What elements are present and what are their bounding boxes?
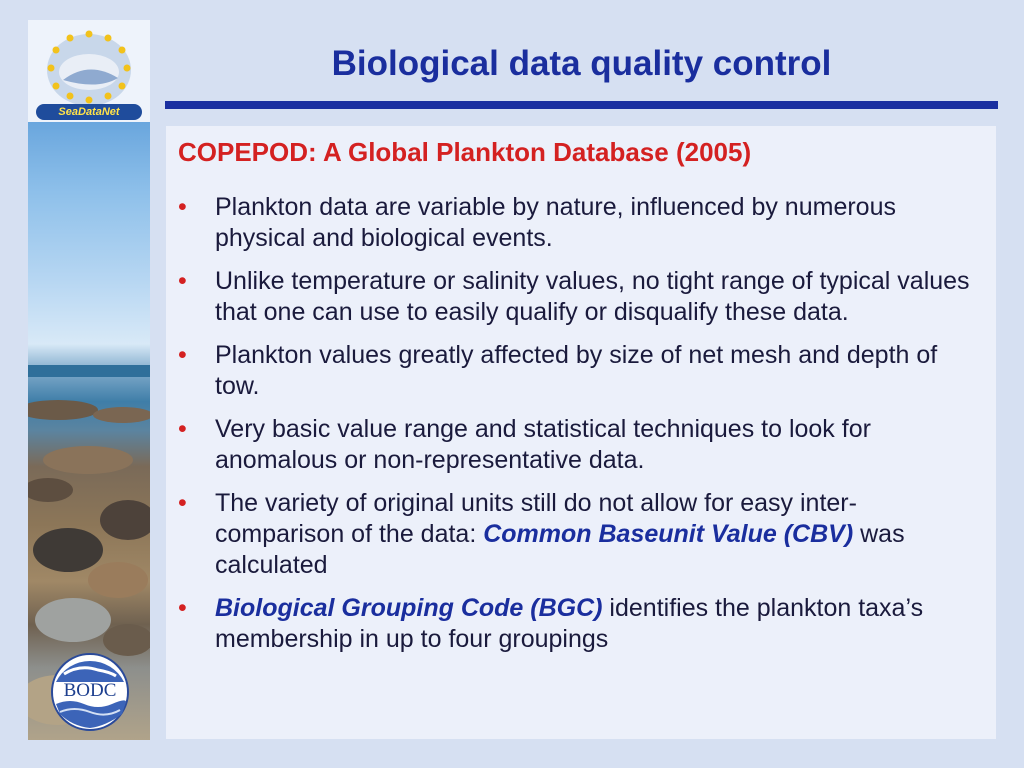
list-item bbox=[178, 593, 978, 655]
slide-title: Biological data quality control bbox=[331, 44, 832, 83]
list-item bbox=[178, 414, 978, 476]
side-image-strip bbox=[28, 20, 150, 740]
bullet-text: The variety of original units still do not allow for easy inter-comparison of the data: bbox=[215, 489, 857, 548]
list-item bbox=[178, 340, 978, 402]
list-item bbox=[178, 192, 978, 254]
bullet-icon: • bbox=[178, 594, 187, 622]
bullet-text: identifies the plankton taxa’s membership in up to four groupings bbox=[215, 594, 924, 653]
seadatanet-logo-text: SeaDataNet bbox=[36, 104, 142, 120]
bullet-text: Very basic value range and statistical techniques to look for anomalous or non-representative data. bbox=[215, 415, 871, 474]
seadatanet-logo bbox=[28, 20, 150, 122]
bullet-icon: • bbox=[178, 267, 187, 295]
list-item bbox=[178, 488, 978, 581]
bullet-text: Unlike temperature or salinity values, no tight range of typical values that one can use to easily qualify or disqualify these data. bbox=[215, 267, 970, 326]
bullet-icon: • bbox=[178, 341, 187, 369]
bullet-icon: • bbox=[178, 193, 187, 221]
bodc-logo bbox=[50, 652, 130, 732]
bullet-emphasis: Common Baseunit Value (CBV) bbox=[483, 520, 854, 548]
bullet-text: Plankton values greatly affected by size of net mesh and depth of tow. bbox=[215, 341, 938, 400]
section-subtitle: COPEPOD: A Global Plankton Database (2005) bbox=[178, 137, 752, 167]
bullet-text: Plankton data are variable by nature, influenced by numerous physical and biological events. bbox=[215, 193, 896, 252]
bullet-icon: • bbox=[178, 415, 187, 443]
coastline-rocks-image bbox=[28, 20, 150, 740]
bullet-icon: • bbox=[178, 489, 187, 517]
bodc-logo-text: BODC bbox=[63, 680, 117, 701]
bullet-emphasis: Biological Grouping Code (BGC) bbox=[215, 594, 603, 622]
bullet-text: was calculated bbox=[215, 520, 905, 579]
bullet-list bbox=[178, 192, 978, 667]
title-underline bbox=[165, 101, 998, 109]
list-item bbox=[178, 266, 978, 328]
